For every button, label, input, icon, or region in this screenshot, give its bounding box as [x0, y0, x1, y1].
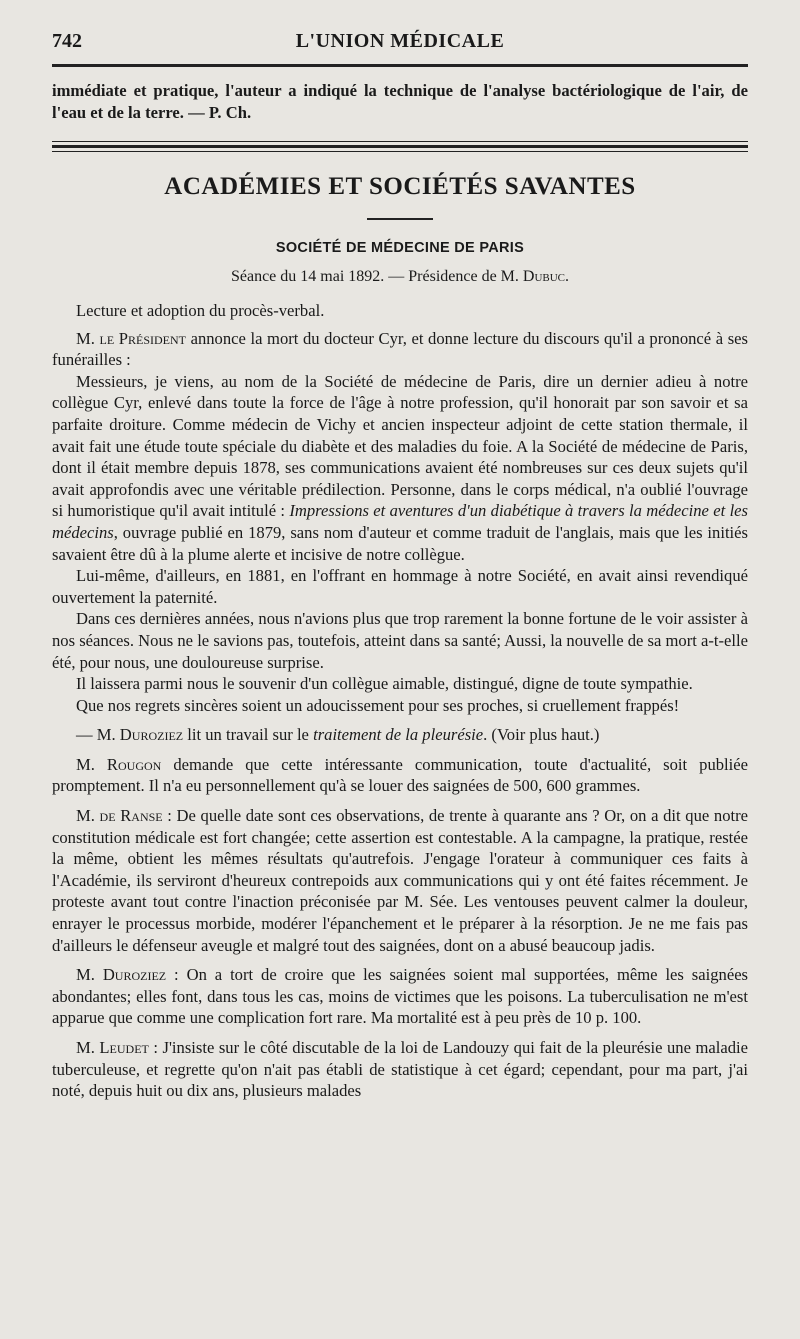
- speaker-name: Duroziez: [119, 725, 184, 745]
- paragraph-last-years: Dans ces dernières années, nous n'avions plus que trop rarement la bonne fortune de le voir assister à nos séances. Nous ne le savions pas, toutefois, atteint dans sa santé; Aussi, la nouvelle de sa mort a-t-elle été, pour nous, une douloureuse surprise.: [52, 609, 748, 672]
- work-title: traitement de la pleurésie: [313, 725, 484, 745]
- paragraph-text: annonce la mort du docteur Cyr, et donne lecture du discours qu'il a prononcé à ses funérailles :: [52, 328, 748, 370]
- paragraph-text: , ouvrage publié en 1879, sans nom d'auteur et comme traduit de l'anglais, mais que les initiés savaient être dû à la plume alerte et incisive de notre collègue.: [52, 522, 748, 564]
- speaker-name: M. Duroziez: [76, 965, 167, 985]
- paragraph-text: : J'insiste sur le côté discutable de la loi de Landouzy qui fait de la pleurésie une maladie tuberculeuse, et regrette qu'on n'ait pas établi de statistique à cet égard; cependant, pour ma part, j'ai noté, depuis huit ou dix ans, plusieurs malades: [52, 1038, 748, 1101]
- paragraph-eulogy: [52, 371, 748, 565]
- running-title: L'UNION MÉDICALE: [295, 30, 505, 52]
- paragraph-duroziez-reply: [52, 964, 748, 1029]
- paragraph-text: lit un travail sur le: [183, 725, 314, 745]
- paragraph-text: — M.: [76, 725, 120, 745]
- seance-prefix: Séance du 14 mai 1892. — Présidence de M.: [230, 268, 523, 285]
- section-title: ACADÉMIES ET SOCIÉTÉS SAVANTES: [164, 173, 636, 200]
- paragraph-rougon: [52, 754, 748, 797]
- seance-line: [52, 268, 748, 286]
- section-divider-middle: [52, 145, 748, 148]
- speaker-name: M. le Président: [76, 328, 186, 348]
- paragraph-text: : De quelle date sont ces observations, de trente à quarante ans ? Or, on a dit que notre constitution médicale est fort changée; cette assertion est contestable. A la campagne, la pratique, restée la même, obtient les mêmes résultats qu'autrefois. J'engage l'orateur à communiquer ces faits à l'Académie, ils serviront d'heureux contrepoids aux communications qui y ont été faites récemment. Je proteste avant tout contre l'inaction préconisée par M. Sée. Les ventouses peuvent calmer la douleur, enrayer le processus morbide, modérer l'épanchement et le préparer à la résorption. Je ne me fais pas d'ailleurs le défenseur aveugle et malgré tout des saignées, dont on a abusé beaucoup jadis.: [52, 806, 749, 955]
- seance-president: Dubuc: [522, 268, 566, 285]
- seance-suffix: .: [565, 268, 570, 285]
- paragraph-leudet: [52, 1037, 748, 1102]
- book-title: Impressions et aventures d'un diabétique à travers la médecine et les médecins: [52, 501, 749, 542]
- intro-paragraph: immédiate et pratique, l'auteur a indiqué la technique de l'analyse bactériologique de l'air, de l'eau et de la terre. — P. Ch.: [52, 81, 748, 122]
- title-underline: [367, 218, 433, 220]
- paragraph-text: Messieurs, je viens, au nom de la Société de médecine de Paris, dire un dernier adieu à notre collègue Cyr, enlevé dans toute la force de l'âge à notre profession, qu'il honorait par son savoir et sa parfaite droiture. Comme médecin de Vichy et ancien inspecteur adjoint de cette station thermale, il avait fait une étude toute spéciale du diabète et des maladies du foie. A la Société de médecine de Paris, dont il était membre depuis 1878, ses communications avaient été nombreuses sur ces deux sujets qu'il avait approfondis avec une véritable prédilection. Personne, dans le corps médical, n'a oublié l'ouvrage si humoristique qu'il avait intitulé :: [52, 371, 748, 521]
- paragraph-text: demande que cette intéressante communication, toute d'actualité, soit publiée promptement. Il n'a eu personnellement qu'à se louer des saignées de 500, 600 grammes.: [52, 754, 748, 796]
- section-divider-top: [52, 141, 748, 142]
- paragraph-president: [52, 328, 748, 371]
- paragraph-minutes: Lecture et adoption du procès-verbal.: [76, 301, 325, 320]
- speaker-name: M. Leudet: [76, 1038, 149, 1057]
- paragraph-text: : On a tort de croire que les saignées soient mal supportées, même les saignées abondantes; elles font, dans tous les cas, moins de victimes que les poisons. La tuberculisation ne m'est apparue que comme une complication fort rare. Ma mortalité est à peu près de 10 p. 100.: [52, 965, 749, 1028]
- page-number: 742: [52, 30, 82, 52]
- speaker-name: M. Rougon: [76, 754, 162, 774]
- society-name: SOCIÉTÉ DE MÉDECINE DE PARIS: [275, 240, 525, 256]
- paragraph-regrets: Que nos regrets sincères soient un adoucissement pour ses proches, si cruellement frappés!: [76, 695, 680, 715]
- page-header: [52, 30, 748, 58]
- section-divider-bottom: [52, 151, 748, 152]
- paragraph-duroziez-work: [52, 724, 748, 746]
- paragraph-text: . (Voir plus haut.): [483, 725, 600, 745]
- speaker-name: M. de Ranse: [76, 806, 163, 826]
- paragraph-memory: Il laissera parmi nous le souvenir d'un collègue aimable, distingué, digne de toute sympathie.: [76, 674, 693, 694]
- body-text: [52, 300, 748, 1102]
- paragraph-paternity: Lui-même, d'ailleurs, en 1881, en l'offrant en hommage à notre Société, en avait ainsi revendiqué ouvertement la paternité.: [52, 566, 748, 607]
- paragraph-de-ranse: [52, 805, 748, 956]
- header-rule: [52, 64, 748, 67]
